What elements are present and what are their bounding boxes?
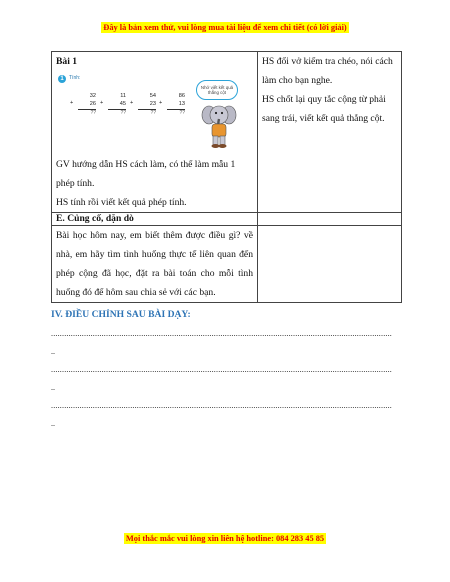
plus-sign: + bbox=[70, 100, 74, 106]
addend-b: 23 bbox=[149, 100, 156, 107]
section-iv-heading: IV. ĐIỀU CHỈNH SAU BÀI DẠY: bbox=[51, 309, 191, 320]
contact-footer bbox=[0, 534, 450, 543]
addend-b: 13 bbox=[178, 100, 185, 107]
section-e-heading: E. Củng cố, dặn dò bbox=[52, 213, 258, 226]
preview-banner-text: Đây là bản xem thử, vui lòng mua tài liệu để xem chi tiết (có lời giải) bbox=[103, 23, 347, 32]
student-check-text: HS đổi vở kiểm tra chéo, nói cách làm cho bạn nghe. bbox=[262, 56, 393, 86]
preview-banner bbox=[0, 23, 450, 32]
elephant-mascot-icon bbox=[201, 101, 237, 151]
addend-a: 54 bbox=[149, 93, 156, 99]
sum-placeholder: ?? bbox=[78, 109, 96, 118]
contact-footer-text: Mọi thắc mắc vui lòng xin liên hệ hotline: 084 283 45 85 bbox=[125, 534, 325, 543]
exercise-title: Bài 1 bbox=[56, 56, 78, 67]
addition-problem bbox=[100, 93, 126, 118]
addend-b: 26 bbox=[89, 100, 96, 107]
dotted-line: ........................................................................................................................................................... bbox=[51, 365, 392, 374]
empty-cell bbox=[258, 226, 402, 303]
dotted-line-end: .. bbox=[51, 383, 55, 392]
activity-student-cell bbox=[258, 52, 402, 213]
dotted-line: ........................................................................................................................................................... bbox=[51, 401, 392, 410]
plus-sign: + bbox=[130, 100, 134, 106]
addition-problem bbox=[130, 93, 156, 118]
addend-a: 86 bbox=[178, 93, 185, 99]
sum-placeholder: ?? bbox=[108, 109, 126, 118]
plus-sign: + bbox=[159, 100, 163, 106]
activity-teacher-cell bbox=[52, 52, 258, 213]
dotted-line-end: .. bbox=[51, 347, 55, 356]
section-e-text: Bài học hôm nay, em biết thêm được điều gì? về nhà, em hãy tìm tình huống thực tế liên quan đến phép cộng đã học, đặt ra bài toán cho mỗi tình huống đó để hôm sau chia sẻ với các bạn. bbox=[52, 226, 258, 303]
lesson-table bbox=[51, 51, 402, 303]
addition-problem bbox=[70, 93, 96, 118]
table-row bbox=[52, 213, 402, 226]
student-rule-text: HS chốt lại quy tắc cộng từ phải sang trái, viết kết quả thẳng cột. bbox=[262, 94, 386, 124]
exercise-number: 1 bbox=[58, 75, 66, 83]
table-row bbox=[52, 226, 402, 303]
sum-placeholder: ?? bbox=[167, 109, 185, 118]
plus-sign: + bbox=[100, 100, 104, 106]
empty-cell bbox=[258, 213, 402, 226]
dotted-line: ........................................................................................................................................................... bbox=[51, 329, 392, 338]
student-task-text: HS tính rồi viết kết quả phép tính. bbox=[56, 197, 187, 208]
teacher-guidance-text: GV hướng dẫn HS cách làm, có thể làm mẫu 1 phép tính. bbox=[56, 159, 236, 189]
sum-placeholder: ?? bbox=[138, 109, 156, 118]
exercise-instruction: Tính: bbox=[69, 75, 81, 81]
addend-a: 11 bbox=[120, 93, 126, 99]
speech-bubble: Nhớ viết kết quả thẳng cột bbox=[196, 80, 238, 100]
addition-problem bbox=[159, 93, 185, 118]
dotted-line-end: .. bbox=[51, 419, 55, 428]
exercise-figure bbox=[56, 71, 253, 155]
addend-a: 32 bbox=[89, 93, 96, 99]
addend-b: 45 bbox=[119, 100, 126, 107]
table-row bbox=[52, 52, 402, 213]
